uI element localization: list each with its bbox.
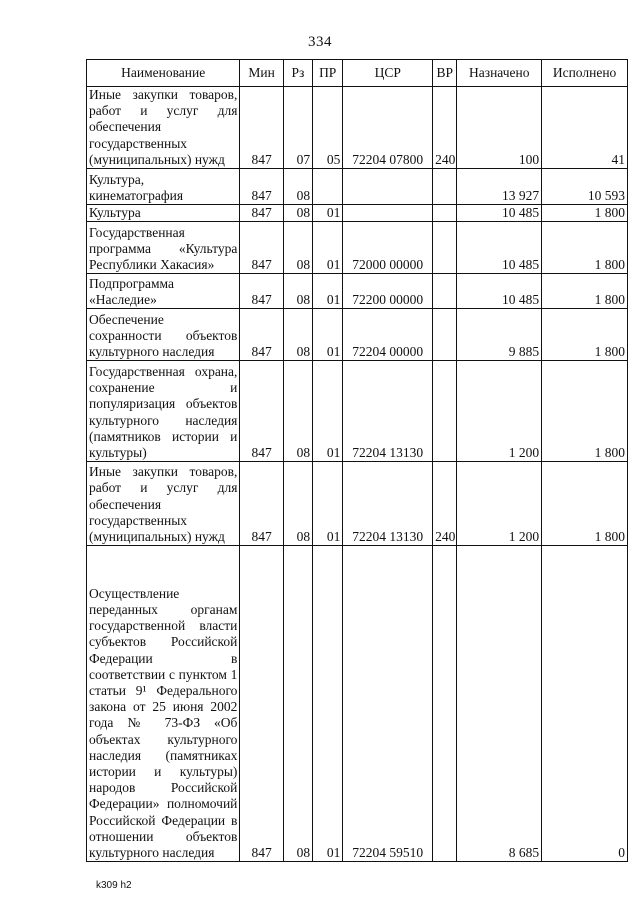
row-rz-cell: 08	[283, 546, 312, 862]
table-row	[87, 169, 628, 205]
col-header-executed: Исполнено	[542, 60, 628, 87]
row-csr-cell: 72204 13130	[343, 361, 433, 462]
row-vr-cell: 240	[433, 87, 457, 169]
row-name-cell: Государственная охрана, сохранение и популяризация объектов культурного наследия (памятников истории и культуры)	[87, 361, 240, 462]
table-row	[87, 546, 628, 862]
row-executed-cell: 41	[542, 87, 628, 169]
row-pr-cell: 01	[313, 222, 343, 274]
page-number: 334	[308, 34, 332, 50]
row-rz-cell: 08	[283, 462, 312, 546]
row-assigned-cell: 1 200	[457, 361, 542, 462]
row-min-cell: 847	[240, 274, 283, 309]
row-assigned-cell: 1 200	[457, 462, 542, 546]
row-pr-cell: 01	[313, 274, 343, 309]
row-min-cell: 847	[240, 87, 283, 169]
row-executed-cell: 0	[542, 546, 628, 862]
row-executed-cell: 1 800	[542, 205, 628, 222]
row-name-cell: Культура, кинематография	[87, 169, 240, 205]
table-row	[87, 274, 628, 309]
row-executed-cell: 1 800	[542, 274, 628, 309]
row-csr-cell: 72000 00000	[343, 222, 433, 274]
row-rz-cell: 08	[283, 309, 312, 361]
row-vr-cell	[433, 274, 457, 309]
row-executed-cell: 1 800	[542, 361, 628, 462]
col-header-vr: ВР	[433, 60, 457, 87]
row-min-cell: 847	[240, 309, 283, 361]
table-row	[87, 87, 628, 169]
row-executed-cell: 1 800	[542, 309, 628, 361]
budget-table	[86, 59, 628, 862]
row-min-cell: 847	[240, 462, 283, 546]
row-pr-cell: 01	[313, 205, 343, 222]
row-csr-cell	[343, 169, 433, 205]
row-vr-cell	[433, 222, 457, 274]
table-row	[87, 309, 628, 361]
row-pr-cell: 01	[313, 546, 343, 862]
row-assigned-cell: 10 485	[457, 205, 542, 222]
row-assigned-cell: 9 885	[457, 309, 542, 361]
row-executed-cell: 1 800	[542, 462, 628, 546]
row-name-cell: Государственная программа «Культура Республики Хакасия»	[87, 222, 240, 274]
row-pr-cell: 01	[313, 309, 343, 361]
row-csr-cell	[343, 205, 433, 222]
table-row	[87, 222, 628, 274]
row-min-cell: 847	[240, 222, 283, 274]
table-body	[87, 87, 628, 862]
row-vr-cell	[433, 546, 457, 862]
row-name-cell: Подпрограмма «Наследие»	[87, 274, 240, 309]
row-rz-cell: 08	[283, 169, 312, 205]
row-pr-cell: 01	[313, 361, 343, 462]
col-header-assigned: Назначено	[457, 60, 542, 87]
row-assigned-cell: 10 485	[457, 274, 542, 309]
row-assigned-cell: 8 685	[457, 546, 542, 862]
row-rz-cell: 08	[283, 222, 312, 274]
row-name-cell: Осуществление переданных органам государственной власти субъектов Российской Федерации в соответствии с пунктом 1 статьи 9¹ Федерального закона от 25 июня 2002 года № 73-ФЗ «Об объектах культурного наследия (памятниках истории и культуры) народов Российской Федерации» полномочий Российской Федерации в отношении объектов культурного наследия	[87, 546, 240, 862]
col-header-name: Наименование	[87, 60, 240, 87]
row-csr-cell: 72204 07800	[343, 87, 433, 169]
col-header-pr: ПР	[313, 60, 343, 87]
col-header-rz: Рз	[283, 60, 312, 87]
row-rz-cell: 07	[283, 87, 312, 169]
row-pr-cell: 05	[313, 87, 343, 169]
row-pr-cell	[313, 169, 343, 205]
row-rz-cell: 08	[283, 205, 312, 222]
row-min-cell: 847	[240, 205, 283, 222]
table-row	[87, 361, 628, 462]
row-min-cell: 847	[240, 546, 283, 862]
row-name-cell: Иные закупки товаров, работ и услуг для обеспечения государственных (муниципальных) нужд	[87, 462, 240, 546]
row-rz-cell: 08	[283, 361, 312, 462]
table-row	[87, 205, 628, 222]
col-header-csr: ЦСР	[343, 60, 433, 87]
row-executed-cell: 10 593	[542, 169, 628, 205]
row-assigned-cell: 10 485	[457, 222, 542, 274]
row-vr-cell	[433, 361, 457, 462]
row-vr-cell	[433, 169, 457, 205]
footer-code: k309 h2	[96, 880, 132, 891]
row-csr-cell: 72204 59510	[343, 546, 433, 862]
row-rz-cell: 08	[283, 274, 312, 309]
row-csr-cell: 72204 13130	[343, 462, 433, 546]
row-min-cell: 847	[240, 361, 283, 462]
row-executed-cell: 1 800	[542, 222, 628, 274]
row-name-cell: Культура	[87, 205, 240, 222]
row-csr-cell: 72204 00000	[343, 309, 433, 361]
col-header-min: Мин	[240, 60, 283, 87]
row-vr-cell	[433, 205, 457, 222]
row-assigned-cell: 100	[457, 87, 542, 169]
row-csr-cell: 72200 00000	[343, 274, 433, 309]
row-assigned-cell: 13 927	[457, 169, 542, 205]
table-header-row	[87, 60, 628, 87]
row-name-cell: Обеспечение сохранности объектов культурного наследия	[87, 309, 240, 361]
table-row	[87, 462, 628, 546]
row-pr-cell: 01	[313, 462, 343, 546]
row-min-cell: 847	[240, 169, 283, 205]
row-name-cell: Иные закупки товаров, работ и услуг для обеспечения государственных (муниципальных) нужд	[87, 87, 240, 169]
row-vr-cell	[433, 309, 457, 361]
row-vr-cell: 240	[433, 462, 457, 546]
